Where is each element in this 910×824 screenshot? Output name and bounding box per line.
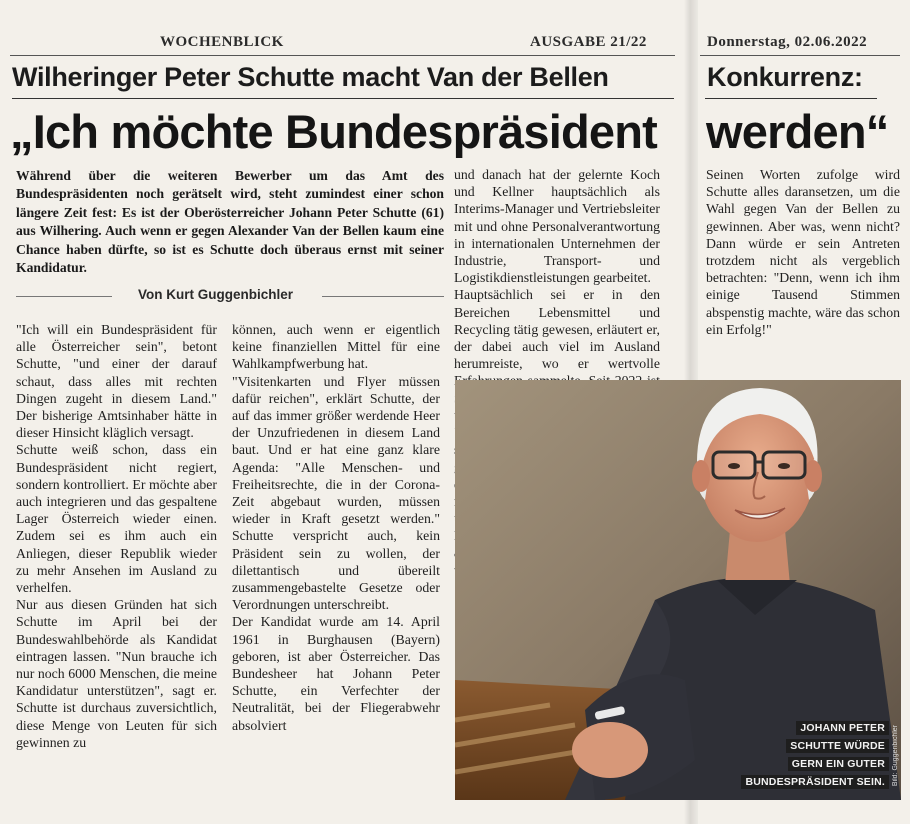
article-headline: „Ich möchte Bundespräsident <box>10 105 657 158</box>
article-headline-right: werden“ <box>706 105 889 158</box>
header-rule-right <box>700 55 900 56</box>
article-column-2 <box>232 321 440 734</box>
article-column-1 <box>16 321 217 751</box>
paragraph: Seinen Worten zufolge wird Schutte alles daransetzen, um die Wahl gegen Van der Bellen zu gewinnen. Aber was, wenn nicht? Dann würde er sein Antreten trotzdem nicht als vergeblich betrachten: "Denn, wenn ich ihm einige Tausend Stimmen abspenstig machte, wäre das schon ein Erfolg!" <box>706 167 900 337</box>
kicker-underline-right <box>705 98 877 99</box>
caption-line: JOHANN PETER <box>796 721 889 735</box>
article-column-4 <box>706 166 900 338</box>
article-lead: Während über die weiteren Bewerber um das Amt des Bundespräsidenten noch gerätselt wird, steht zumindest einer schon längere Zeit fest: Es ist der Oberösterreicher Johann Peter Schutte (61) aus Wilhering. Auch wenn er gegen Alexander Van der Bellen kaum eine Chance haben dürfte, so ist es Schutte doch überaus ernst mit seiner Kandidatur. <box>16 168 444 276</box>
article-kicker-right: Konkurrenz: <box>707 62 863 92</box>
paragraph: "Visitenkarten und Flyer müssen dafür reichen", erklärt Schutte, der auf das immer größer werdende Heer der Unzufriedenen in diesem Land baut. Und er hat eine ganz klare Agenda: "Alle Menschen- und Freiheitsrechte, die in der Corona-Zeit abgebaut wurden, müssen wieder in Kraft gesetzt werden." Schutte verspricht auch, kein Präsident sein zu wollen, der dilettantisch und übereilt zusammengebastelte Gesetze oder Verordnungen unterschreibt. <box>232 373 440 613</box>
caption-line: GERN EIN GUTER <box>788 757 889 771</box>
header-rule <box>10 55 675 56</box>
byline-rule-left <box>16 296 112 297</box>
caption-line: SCHUTTE WÜRDE <box>786 739 889 753</box>
article-byline: Von Kurt Guggenbichler <box>138 287 293 302</box>
paragraph: Hauptsächlich sei er in den Bereichen Lebensmittel und Recycling tätig gewesen, erläutert er, der dabei auch viel im Ausland herumreiste, wo er wertvolle <box>454 287 660 372</box>
photo-credit: Bild: Guggenbichler <box>892 724 899 786</box>
kicker-underline <box>12 98 674 99</box>
photo-caption <box>741 718 889 790</box>
paragraph: Schutte weiß schon, dass ein Bundespräsident nicht regiert, sondern kontrolliert. Er möchte aber auch integrieren und das gespaltene Lager Österreich wieder einen. Zudem sei es ihm auch ein Anliegen, dieser Republik wieder zu mehr Ansehen im Ausland zu verhelfen. <box>16 442 217 596</box>
portrait-photo <box>455 380 901 800</box>
paragraph: "Ich will ein Bundespräsident für alle Österreicher sein", betont Schutte, "und einer der darauf schaut, dass alles mit rechten Dingen zugeht in diesem Land." Der bisherige Amtsinhaber hätte in dieser Hinsicht kläglich versagt. <box>16 322 217 441</box>
paragraph: Der Kandidat wurde am 14. April 1961 in Burghausen (Bayern) geboren, ist aber Österreicher. Das Bundesheer hat Johann Peter Schutte, ein Verfechter der Neutralität, bei der Fliegerabwehr absolviert <box>232 614 440 733</box>
caption-line: BUNDESPRÄSIDENT SEIN. <box>741 775 889 789</box>
issue-number: AUSGABE 21/22 <box>530 34 647 50</box>
issue-date: Donnerstag, 02.06.2022 <box>707 34 868 50</box>
byline-rule-right <box>322 296 444 297</box>
publication-name: WOCHENBLICK <box>160 34 284 50</box>
paragraph: Nur aus diesen Gründen hat sich Schutte im April bei der Bundeswahlbehörde als Kandidat eintragen lassen. "Nun brauche ich nur noch 6000 Menschen, die meine Kandidatur unterstützen", sagt er. Schutte ist durchaus zuversichtlich, diese Menge von Leuten für sich gewinnen zu <box>16 597 217 750</box>
paragraph: können, auch wenn er eigentlich keine finanziellen Mittel für eine Wahlkampfwerbung hat. <box>232 322 440 372</box>
paragraph: und danach hat der gelernte Koch und Kellner hauptsächlich als Interims-Manager und Vertriebsleiter mit und ohne Personalverantwortung in internationalen Unternehmen der Industrie, Transport- und Logistikdienstleistungen gearbeitet. <box>454 167 660 286</box>
article-kicker: Wilheringer Peter Schutte macht Van der Bellen <box>12 62 609 92</box>
